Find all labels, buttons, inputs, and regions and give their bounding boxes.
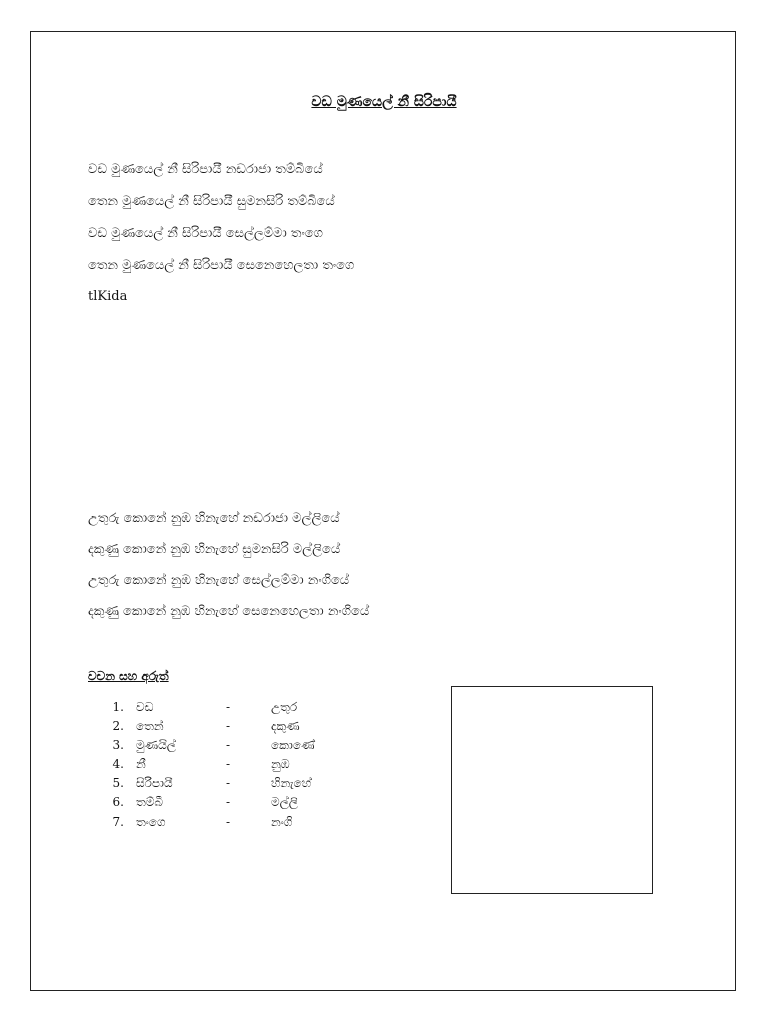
glossary-item-dash: - [226, 815, 231, 829]
glossary-item-meaning: උතුර [271, 700, 298, 714]
glossary-item-number: 3. [112, 738, 124, 752]
glossary-item-number: 1. [112, 700, 124, 714]
glossary-item-word: තංගෙ [136, 815, 166, 829]
glossary-item-meaning: නුඹ [271, 757, 290, 771]
glossary-item-dash: - [226, 719, 231, 733]
glossary-item-number: 4. [112, 757, 124, 771]
glossary-item-meaning: කොණේ [271, 738, 315, 752]
glossary-item-word: සිරිපායී [136, 776, 173, 790]
verse-line-8: උතුරු කොනේ නුඹ හිනැහේ සෙල්ලම්මා නංගියේ [88, 573, 350, 588]
verse-line-4: තෙන මුණයෙල් නී සිරිපායී සෙනෙහෙලතා තංගෙ [88, 258, 355, 273]
verse-line-5: tlKida [88, 289, 128, 304]
picture-frame [451, 686, 653, 894]
glossary-item-meaning: හිනැහේ [271, 776, 312, 790]
verse-line-6: උතුරු කොනේ නුඹ හිනැහේ නඩරාජා මල්ලියේ [88, 511, 340, 526]
glossary-item-dash: - [226, 795, 231, 809]
glossary-item-dash: - [226, 776, 231, 790]
glossary-item-word: නී [136, 757, 146, 771]
glossary-item-word: මුණයිල් [136, 738, 176, 752]
verse-line-9: දකුණු කොනේ නුඹ හිනැහේ සෙනෙහෙලතා නංගියේ [88, 604, 370, 619]
glossary-item-number: 7. [112, 815, 124, 829]
glossary-item-meaning: මල්ලි [271, 795, 298, 809]
glossary-item-dash: - [226, 738, 231, 752]
verse-line-7: දකුණු කොනේ නුඹ හිනැහේ සුමනසිරි මල්ලියේ [88, 542, 341, 557]
glossary-item-meaning: දකුණ [271, 719, 300, 733]
glossary-item-dash: - [226, 700, 231, 714]
glossary-heading: වචන සහ අරුත් [88, 669, 169, 683]
verse-line-2: තෙන මුණයෙල් නී සිරිපායී සුමනසිරි තම්බියේ [88, 194, 335, 209]
poem-title: වඩ මුණයෙල් නී සිරිපායී [311, 94, 457, 110]
glossary-item-number: 5. [112, 776, 124, 790]
glossary-item-number: 6. [112, 795, 124, 809]
glossary-item-word: තම්බී [136, 795, 163, 809]
glossary-item-number: 2. [112, 719, 124, 733]
glossary-item-meaning: නංගි [271, 815, 293, 829]
verse-line-3: වඩ මුණයෙල් නී සිරිපායී සෙල්ලම්මා තංගෙ [88, 226, 323, 241]
glossary-item-dash: - [226, 757, 231, 771]
verse-line-1: වඩ මුණයෙල් නී සිරිපායී නඩරාජා තම්බියේ [88, 162, 323, 177]
glossary-item-word: වඩ [136, 700, 154, 714]
glossary-item-word: තෙන් [136, 719, 164, 733]
